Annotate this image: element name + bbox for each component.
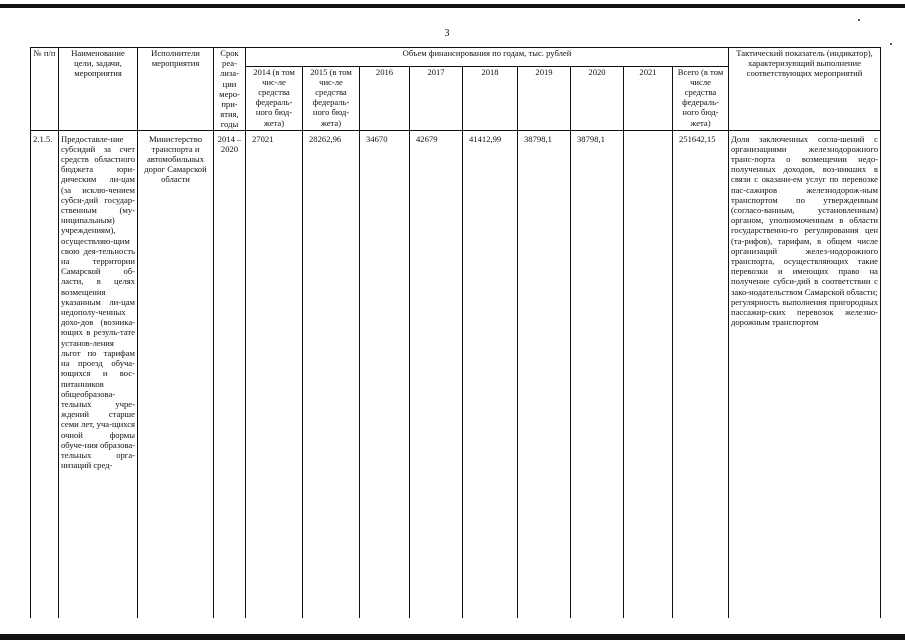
scan-speck [858,19,860,21]
header-name: Наименование цели, задачи, мероприятия [59,48,138,131]
row-value-2021 [624,130,673,618]
header-year-2021: 2021 [624,66,673,130]
row-indicator-part-1: Доля заключенных согла-шений с организациями железнодорожного транс-порта о возмещении недо-полученных доходов, воз-никших в связи с оказани-ем услуг по перевозке пас-сажиров железнодорож-ным транспортом по утвержденным (согласо-ванным, установленным) органом, уполномоченным в области государственно-го регулирования цен (та-рифов), тарифам, в общем числе организаций желез-нодорожного транспорта, осуществляющих такие перевозки и имеющих право на получение субси-дий в соответствии с зако-нодательством Самарской области; [731,133,878,297]
header-executors: Исполнители мероприятия [138,48,214,131]
financing-table [30,47,881,618]
header-year-2020: 2020 [571,66,624,130]
header-year-2014: 2014 (в том чис-ле средства федераль-ного бюд-жета) [246,66,303,130]
header-indicator: Тактический показатель (индикатор), характеризующий выполнение соответствующих мероприятий [729,48,881,131]
row-value-2015: 28262,96 [303,130,360,618]
header-funding-group: Объем финансирования по годам, тыс. рублей [246,48,729,67]
top-border-line [0,4,905,8]
row-value-2020: 38798,1 [571,130,624,618]
header-term: Срок реа-лиза-ции меро-при-ятия, годы [214,48,246,131]
row-value-2017: 42679 [410,130,463,618]
row-indicator-part-2: регулярность выполнения пригородных пассажир-ских перевозок железно-дорожным транспортом [731,296,878,328]
header-year-2016: 2016 [360,66,410,130]
page-number: 3 [444,28,450,39]
row-value-2016: 34670 [360,130,410,618]
row-value-2019: 38798,1 [518,130,571,618]
row-indicator [729,130,881,618]
row-total: 251642,15 [673,130,729,618]
header-year-2017: 2017 [410,66,463,130]
row-value-2018: 41412,99 [463,130,518,618]
header-row-1 [31,48,881,67]
bottom-border-line [0,634,905,640]
table-row [31,130,881,618]
row-num: 2.1.5. [31,130,59,618]
row-name: Предоставле-ние субсидий за счет средств областного бюджета юри-дическим ли-цам (за исклю-чением субси-дий государ-ственным (му-ниципальным) учреждениям), осуществляю-щим свою дея-тельность на территории Самарской об-ласти, в целях возмещения указанным ли-цам недополу-ченных дохо-дов (возника-ющих в резуль-тате установ-ления льгот по тарифам на проезд обуча-ющихся и вос-питанников общеобразова-тельных учре-ждений старше семи лет, уча-щихся очной формы обуче-ния образова-тельных орга-низаций сред- [59,130,138,618]
header-year-2015: 2015 (в том чис-ле средства федераль-ного бюд-жета) [303,66,360,130]
row-executors: Министерство транспорта и автомобильных дорог Самарской области [138,130,214,618]
scan-speck [890,43,892,45]
header-year-2019: 2019 [518,66,571,130]
header-year-2018: 2018 [463,66,518,130]
header-num: № п/п [31,48,59,131]
header-total: Всего (в том числе средства федераль-ного бюд-жета) [673,66,729,130]
row-term: 2014 – 2020 [214,130,246,618]
row-value-2014: 27021 [246,130,303,618]
